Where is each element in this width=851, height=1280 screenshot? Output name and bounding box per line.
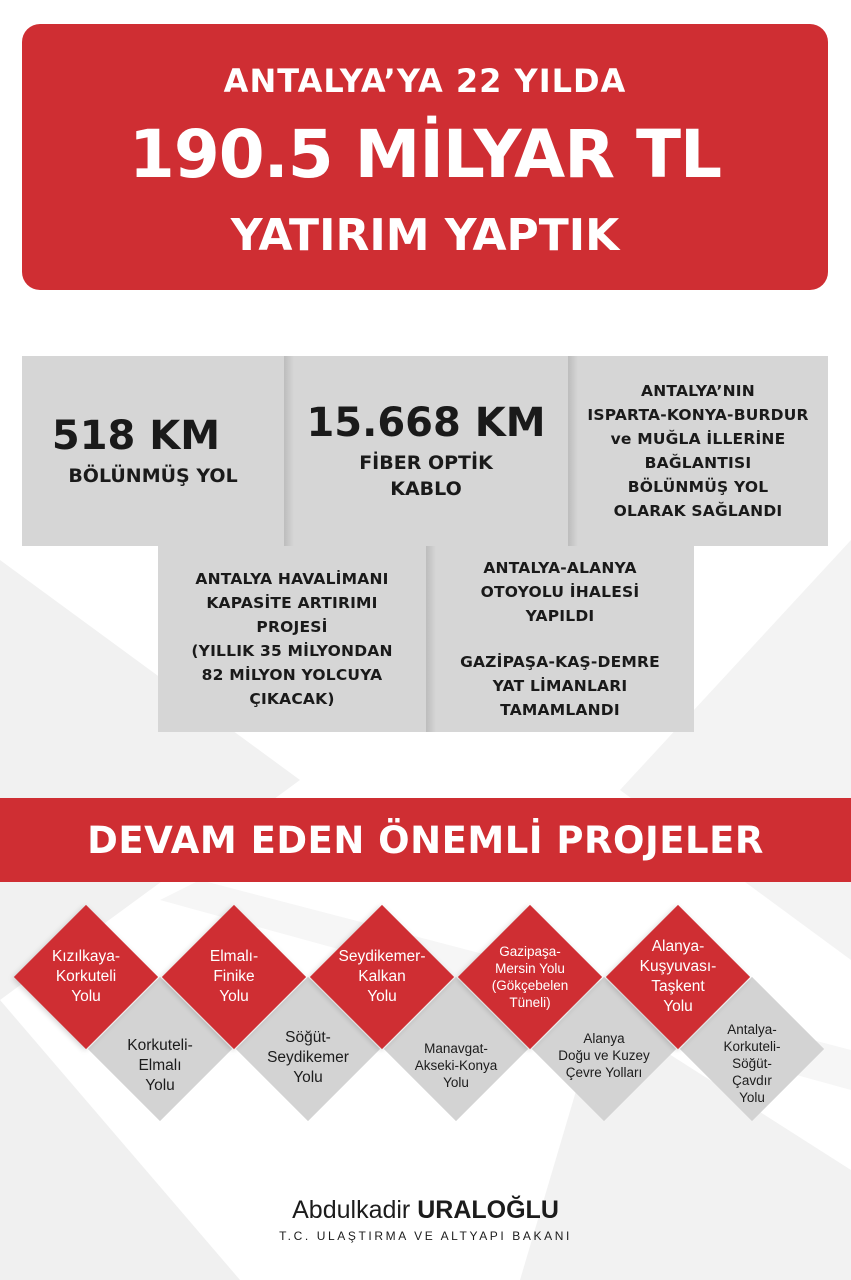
box-divider xyxy=(426,546,436,732)
section-title-band xyxy=(0,798,851,882)
stat-box-connection xyxy=(568,356,828,546)
header-line-2: 190.5 MİLYAR TL xyxy=(128,116,722,193)
project-label: Gazipaşa- Mersin Yolu (Gökçebelen Tüneli) xyxy=(491,944,569,1010)
stat-label-fiber-1: FİBER OPTİK xyxy=(359,452,493,474)
stat-box-divided-road xyxy=(22,356,284,546)
project-label: Alanya- Kuşyuvası- Taşkent Yolu xyxy=(639,938,717,1015)
project-label: Seydikemer- Kalkan Yolu xyxy=(338,948,426,1005)
airport-line: 82 MİLYON YOLCUYA xyxy=(201,666,383,684)
stat-box-highway-marina xyxy=(426,546,694,732)
airport-line: (YILLIK 35 MİLYONDAN xyxy=(191,642,393,660)
airport-line: ÇIKACAK) xyxy=(249,690,335,708)
stat-box-fiber xyxy=(284,356,568,546)
project-label: Korkuteli- Elmalı Yolu xyxy=(127,1037,193,1094)
airport-line: ANTALYA HAVALİMANI xyxy=(195,570,389,588)
project-label: Söğüt- Seydikemer Yolu xyxy=(267,1029,349,1086)
minister-title: T.C. ULAŞTIRMA VE ALTYAPI BAKANI xyxy=(279,1229,572,1243)
stat-label-fiber-2: KABLO xyxy=(390,478,462,500)
minister-name xyxy=(0,1196,851,1225)
project-label: Elmalı- Finike Yolu xyxy=(209,948,259,1005)
minister-first-name: Abdulkadir xyxy=(292,1196,411,1224)
stat-value-fiber: 15.668 KM xyxy=(306,400,546,446)
marina-line: GAZİPAŞA-KAŞ-DEMRE xyxy=(460,653,660,671)
airport-line: PROJESİ xyxy=(256,618,328,636)
highway-line: OTOYOLU İHALESİ xyxy=(480,583,640,601)
header-line-1: ANTALYA’YA 22 YILDA xyxy=(223,62,627,100)
marina-line: YAT LİMANLARI xyxy=(492,677,628,695)
airport-line: KAPASİTE ARTIRIMI xyxy=(206,594,378,612)
box-divider xyxy=(284,356,294,546)
stat-label-road: BÖLÜNMÜŞ YOL xyxy=(68,465,238,487)
stat-value-road: 518 KM xyxy=(51,413,221,459)
connection-line: BAĞLANTISI xyxy=(644,454,752,472)
project-label: Kızılkaya- Korkuteli Yolu xyxy=(51,948,121,1005)
section-title: DEVAM EDEN ÖNEMLİ PROJELER xyxy=(87,818,764,862)
box-divider xyxy=(568,356,578,546)
project-label: Alanya Doğu ve Kuzey Çevre Yolları xyxy=(558,1031,650,1080)
stat-box-airport xyxy=(158,546,426,732)
minister-last-name: URALOĞLU xyxy=(417,1196,559,1224)
connection-line: ANTALYA’NIN xyxy=(641,382,755,400)
marina-line: TAMAMLANDI xyxy=(500,701,620,719)
header-banner xyxy=(22,24,828,290)
project-label: Antalya- Korkuteli- Söğüt- Çavdır Yolu xyxy=(723,1022,781,1105)
connection-line: ISPARTA-KONYA-BURDUR xyxy=(587,406,809,424)
project-label: Manavgat- Akseki-Konya Yolu xyxy=(414,1041,498,1090)
connection-line: ve MUĞLA İLLERİNE xyxy=(610,430,786,448)
header-line-3: YATIRIM YAPTIK xyxy=(230,210,620,261)
highway-line: YAPILDI xyxy=(525,607,595,625)
highway-line: ANTALYA-ALANYA xyxy=(483,559,637,577)
signature-block xyxy=(0,1196,851,1243)
connection-line: BÖLÜNMÜŞ YOL xyxy=(627,478,769,496)
connection-line: OLARAK SAĞLANDI xyxy=(613,502,783,520)
